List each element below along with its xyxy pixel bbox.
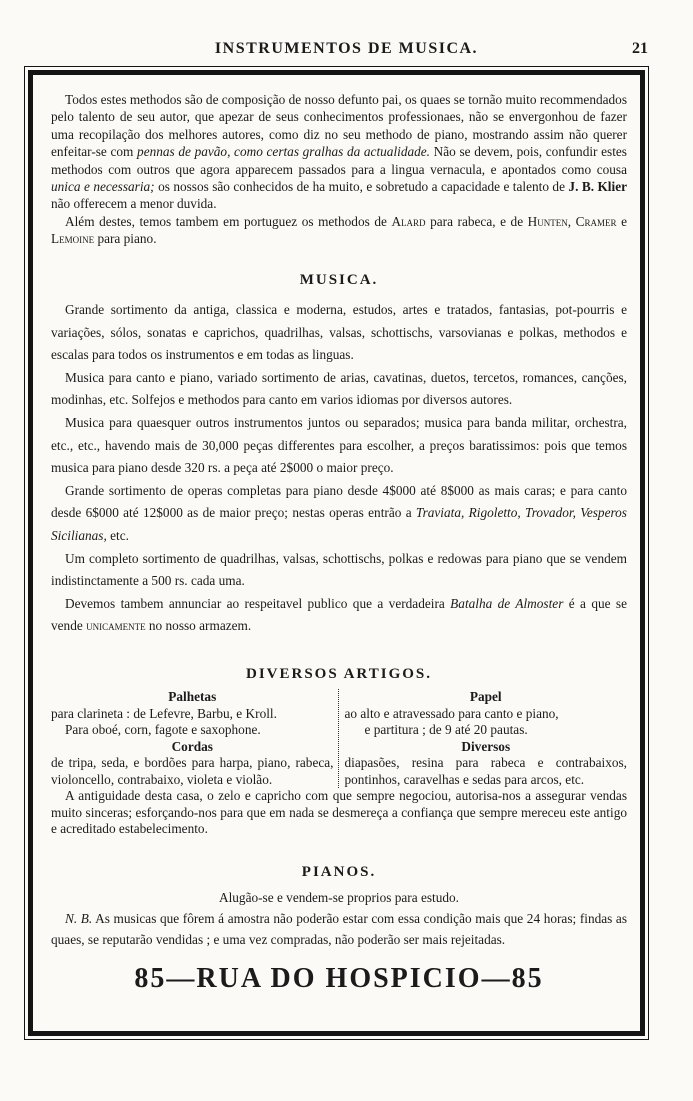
nota-bene (51, 908, 627, 950)
intro-italic-phrase: unica e necessaria; (51, 179, 155, 195)
papel-line: e partitura ; de 9 até 20 pautas. (364, 722, 528, 738)
nb-text: As musicas que fôrem á amostra não poderão estar com essa condição mais que 24 horas; findas as quaes, se reputarão vendidas ; e uma vez compradas, não poderão ser mais rejeitadas. (51, 911, 628, 948)
column-left (51, 689, 339, 788)
intro-section (51, 91, 627, 248)
musica-paragraph: Musica para canto e piano, variado sortimento de arias, cavatinas, duetos, tercetos, romances, canções, modinhas, etc. Solfejos e methodos para canto em varios idiomas por diversos autores. (51, 369, 627, 408)
intro-text: para rabeca, e de (425, 213, 528, 229)
section-title-diversos: DIVERSOS ARTIGOS. (245, 665, 433, 682)
heading-papel: Papel (469, 689, 502, 705)
palhetas-line: Para oboé, corn, fagote e saxophone. (65, 722, 261, 738)
intro-text: e (616, 213, 627, 229)
nb-label: N. B. (65, 911, 93, 927)
author-name: Cramer (575, 213, 617, 229)
section-title-pianos: PIANOS. (301, 863, 377, 880)
intro-text: para piano. (94, 231, 157, 247)
musica-section (51, 299, 627, 638)
papel-text (345, 706, 628, 739)
intro-text: Todos estes methodos são de composição de nosso defunto pai, os quaes se tornão muito recommendados pelo talento de seu autor, que apezar de seus conhecimentos professionaes, não se envergonhou de fazer uma recopilação dos melhores autores, como diz no seu methodo de piano, mostrando assim não querer enfeitar-se com (51, 92, 627, 160)
intro-paragraph-1 (51, 91, 627, 213)
page-number: 21 (632, 40, 648, 57)
running-title: INSTRUMENTOS DE MUSICA. (214, 40, 479, 57)
pianos-section (51, 887, 627, 950)
frame-content (51, 91, 628, 995)
battle-title: Batalha de Almoster (450, 595, 564, 611)
intro-italic-phrase: pennas de pavão, como certas gralhas da actualidade. (137, 144, 431, 160)
intro-text: , (567, 213, 576, 229)
advertisement-frame (28, 70, 645, 1036)
intro-text: os nossos são conhecidos de ha muito, e sobretudo a capacidade e talento de (154, 179, 569, 195)
papel-line: ao alto e atravessado para canto e piano, (344, 705, 559, 721)
musica-paragraph (51, 593, 627, 638)
column-right (339, 689, 628, 788)
palhetas-line: para clarineta : de Lefevre, Barbu, e Kroll. (51, 705, 277, 721)
heading-palhetas: Palhetas (168, 689, 217, 705)
musica-paragraph: Musica para quaesquer outros instrumentos juntos ou separados; musica para banda militar, orchestra, etc., etc., havendo mais de 30,000 peças differentes para escolher, a preços baratissimos: pois que temos musica para piano desde 320 rs. a peça até 2$000 o maior preço. (51, 415, 627, 476)
diversos-columns (51, 689, 627, 788)
intro-text: Não se devem, pois, confundir estes methodos com outros que agora apparecem passados para a lingua vernacula, e apontados como cousa (51, 144, 627, 177)
intro-text: Além destes, temos tambem em portuguez os methodos de (65, 213, 392, 229)
cordas-text: de tripa, seda, e bordões para harpa, piano, rabeca, violoncello, contrabaixo, violeta e violão. (51, 755, 334, 787)
heading-diversos: Diversos (461, 738, 511, 754)
musica-text: Grande sortimento de operas completas para piano desde 4$000 até 8$000 as mais caras; e para canto desde 6$000 até 12$000 as de maior preço; nestas operas entrão a (51, 482, 627, 521)
author-name: Hunten (527, 213, 568, 229)
musica-text: é a que se vende (51, 595, 627, 634)
pianos-offer: Alugão-se e vendem-se proprios para estudo. (218, 890, 459, 906)
author-name: Alard (391, 213, 426, 229)
store-address: 85—RUA DO HOSPICIO—85 (134, 963, 544, 995)
intro-paragraph-2 (51, 213, 627, 248)
musica-text: no nosso armazem. (145, 618, 252, 634)
author-name: J. B. Klier (568, 179, 627, 195)
page-header (0, 40, 693, 64)
musica-text: Devemos tambem annunciar ao respeitavel publico que a verdadeira (65, 595, 451, 611)
musica-paragraph (51, 480, 627, 548)
musica-paragraph: Um completo sortimento de quadrilhas, valsas, schottischs, polkas e redowas para piano que se vendem indistinctamente a 500 rs. cada uma. (51, 550, 627, 589)
author-name: Lemoine (51, 231, 95, 247)
heading-cordas: Cordas (171, 738, 213, 754)
musica-paragraph: Grande sortimento da antiga, classica e moderna, estudos, artes e tratados, fantasias, pot-pourris e variações, sólos, sonatas e caprichos, quadrilhas, valsas, schottischs, varsovianas e polkas, methodos e escalas para todos os instrumentos e em todas as linguas. (51, 302, 627, 363)
opera-titles: Traviata, Rigoletto, Trovador, Vesperos Sicilianas, (51, 505, 627, 543)
section-title-musica: MUSICA. (299, 271, 379, 288)
intro-text: não offerecem a menor duvida. (51, 196, 217, 212)
palhetas-text (51, 706, 334, 739)
musica-text: unicamente (86, 618, 146, 634)
antiguidade-paragraph: A antiguidade desta casa, o zelo e capricho com que sempre negociou, autorisa-nos a assegurar vendas muito sinceras; esforçando-nos para que em nada se desmereça a confiança que sempre mereceu este antigo e acreditado estabelecimento. (51, 788, 627, 837)
musica-text: etc. (106, 528, 129, 543)
diversos-text: diapasões, resina para rabeca e contrabaixos, pontinhos, caravelhas e sedas para arcos, etc. (344, 755, 627, 787)
